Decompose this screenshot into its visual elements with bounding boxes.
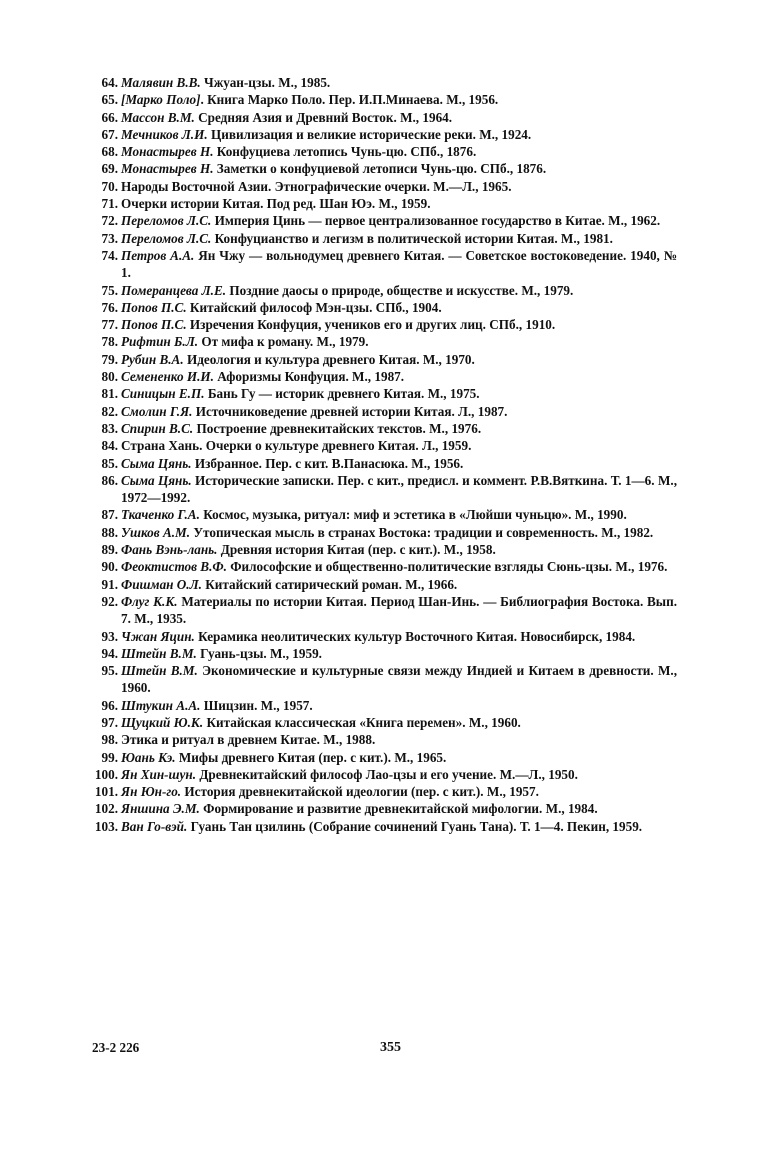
entry-author: Ткаченко Г.А. bbox=[121, 507, 200, 523]
entry-body bbox=[121, 507, 627, 522]
entry-number: 93. bbox=[101, 628, 118, 644]
entry-number: 89. bbox=[101, 542, 118, 558]
entry-text: Исторические записки. Пер. с кит., предисл. и коммент. Р.В.Вяткина. Т. 1—6. М., 1972—1992. bbox=[121, 472, 677, 506]
entry-text: Заметки о конфуциевой летописи Чунь-цю. СПб., 1876. bbox=[213, 161, 547, 177]
entry-body bbox=[121, 213, 660, 228]
entry-author: Штейн В.М. bbox=[121, 645, 197, 661]
entry-author: Попов П.С. bbox=[121, 299, 187, 315]
entry-number: 81. bbox=[101, 386, 118, 402]
bibliography-entry bbox=[92, 437, 677, 454]
entry-number: 88. bbox=[101, 524, 118, 540]
printer-signature: 23-2 226 bbox=[92, 1040, 140, 1055]
entry-text: Народы Восточной Азии. Этнографические очерки. М.—Л., 1965. bbox=[121, 178, 512, 194]
entry-number: 92. bbox=[101, 593, 118, 609]
entry-number: 85. bbox=[101, 455, 118, 471]
entry-number: 84. bbox=[101, 438, 118, 454]
bibliography-entry bbox=[92, 472, 677, 507]
entry-number: 74. bbox=[101, 247, 118, 263]
entry-body bbox=[121, 161, 546, 176]
entry-author: Монастырев Н. bbox=[121, 161, 214, 177]
entry-text: Формирование и развитие древнекитайской мифологии. М., 1984. bbox=[199, 801, 598, 817]
entry-text: Ян Чжу — вольнодумец древнего Китая. — Советское востоковедение. 1940, № 1. bbox=[121, 247, 677, 281]
entry-number: 95. bbox=[101, 663, 118, 679]
entry-text: Гуань-цзы. М., 1959. bbox=[196, 645, 322, 661]
entry-number: 76. bbox=[101, 299, 118, 315]
bibliography-entry bbox=[92, 714, 677, 731]
entry-author: Чжан Яцин. bbox=[121, 628, 195, 644]
entry-author: Малявин В.В. bbox=[121, 75, 201, 90]
bibliography-entry bbox=[92, 316, 677, 333]
bibliography-entry bbox=[92, 593, 677, 628]
entry-number: 66. bbox=[101, 109, 118, 125]
entry-body bbox=[121, 784, 539, 799]
entry-text: Экономические и культурные связи между Индией и Китаем в древности. М., 1960. bbox=[121, 663, 677, 696]
entry-body bbox=[121, 456, 463, 471]
entry-number: 65. bbox=[101, 92, 118, 108]
entry-body bbox=[121, 559, 667, 574]
entry-body bbox=[121, 698, 313, 713]
entry-text: Конфуциева летопись Чунь-цю. СПб., 1876. bbox=[213, 144, 477, 160]
entry-author: Смолин Г.Я. bbox=[121, 403, 193, 419]
entry-author: Спирин В.С. bbox=[121, 420, 194, 436]
bibliography-entry bbox=[92, 178, 677, 195]
bibliography-entry bbox=[92, 645, 677, 662]
entry-author: Юань Кэ. bbox=[121, 749, 176, 765]
entry-text: Чжуан-цзы. М., 1985. bbox=[200, 75, 331, 90]
bibliography-entry bbox=[92, 455, 677, 472]
entry-text: Древняя история Китая (пер. с кит.). М., 1958. bbox=[217, 542, 496, 558]
entry-body bbox=[121, 472, 677, 507]
entry-number: 98. bbox=[101, 732, 118, 748]
entry-text: Изречения Конфуция, учеников его и других лиц. СПб., 1910. bbox=[186, 317, 556, 333]
bibliography-entry bbox=[92, 212, 677, 229]
entry-text: Этика и ритуал в древнем Китае. М., 1988. bbox=[121, 732, 376, 748]
bibliography-entry bbox=[92, 731, 677, 748]
entry-text: Мифы древнего Китая (пер. с кит.). М., 1965. bbox=[175, 749, 447, 765]
entry-author: Ван Го-вэй. bbox=[121, 818, 188, 834]
bibliography-entry bbox=[92, 662, 677, 697]
entry-author: Переломов Л.С. bbox=[121, 230, 212, 246]
entry-body bbox=[121, 283, 573, 298]
entry-author: Феоктистов В.Ф. bbox=[121, 559, 227, 575]
bibliography-entry bbox=[92, 333, 677, 350]
bibliography-entry bbox=[92, 351, 677, 368]
entry-text: Философские и общественно-политические взгляды Сюнь-цзы. М., 1976. bbox=[226, 559, 668, 575]
bibliography-entry bbox=[92, 195, 677, 212]
entry-author: Массон В.М. bbox=[121, 109, 195, 125]
entry-text: Афоризмы Конфуция. М., 1987. bbox=[213, 369, 405, 385]
entry-body bbox=[121, 750, 446, 765]
entry-text: . Книга Марко Поло. Пер. И.П.Минаева. М., 1956. bbox=[200, 92, 499, 108]
entry-text: Китайский сатирический роман. М., 1966. bbox=[201, 576, 458, 592]
entry-body bbox=[121, 386, 480, 401]
entry-author: Переломов Л.С. bbox=[121, 213, 212, 229]
entry-text: Гуань Тан цзилинь (Собрание сочинений Гуань Тана). Т. 1—4. Пекин, 1959. bbox=[187, 818, 643, 834]
entry-author: Штейн В.М. bbox=[121, 663, 198, 679]
bibliography-entry bbox=[92, 160, 677, 177]
entry-author: Семененко И.И. bbox=[121, 369, 214, 385]
entry-number: 69. bbox=[101, 161, 118, 177]
entry-body bbox=[121, 196, 431, 211]
entry-number: 67. bbox=[101, 126, 118, 142]
entry-author: Штукин А.А. bbox=[121, 697, 201, 713]
entry-text: Очерки истории Китая. Под ред. Шан Юэ. М., 1959. bbox=[121, 196, 431, 212]
entry-text: Шицзин. М., 1957. bbox=[200, 697, 313, 713]
bibliography-entry bbox=[92, 558, 677, 575]
entry-body bbox=[121, 801, 598, 816]
entry-text: Конфуцианство и легизм в политической истории Китая. М., 1981. bbox=[211, 230, 613, 246]
entry-text: Средняя Азия и Древний Восток. М., 1964. bbox=[194, 109, 453, 125]
entry-number: 101. bbox=[94, 784, 118, 800]
entry-body bbox=[121, 179, 512, 194]
entry-text: Китайский философ Мэн-цзы. СПб., 1904. bbox=[186, 299, 442, 315]
bibliography-entry bbox=[92, 126, 677, 143]
entry-number: 72. bbox=[101, 213, 118, 229]
entry-author: Яншина Э.М. bbox=[121, 801, 200, 817]
entry-number: 71. bbox=[101, 196, 118, 212]
entry-text: История древнекитайской идеологии (пер. с кит.). М., 1957. bbox=[181, 784, 539, 800]
bibliography-entry bbox=[92, 628, 677, 645]
entry-body bbox=[121, 369, 404, 384]
entry-number: 97. bbox=[101, 714, 118, 730]
entry-number: 79. bbox=[101, 351, 118, 367]
entry-text: Китайская классическая «Книга перемен». М., 1960. bbox=[203, 714, 521, 730]
entry-author: Сыма Цянь. bbox=[121, 455, 192, 471]
bibliography-entry bbox=[92, 282, 677, 299]
bibliography-entry bbox=[92, 800, 677, 817]
entry-number: 78. bbox=[101, 334, 118, 350]
entry-number: 68. bbox=[101, 144, 118, 160]
entry-number: 102. bbox=[94, 801, 118, 817]
entry-body bbox=[121, 629, 635, 644]
entry-author: Попов П.С. bbox=[121, 317, 187, 333]
bibliography-entry bbox=[92, 368, 677, 385]
entry-body bbox=[121, 732, 375, 747]
entry-number: 91. bbox=[101, 576, 118, 592]
entry-author: Ян Хин-шун. bbox=[121, 766, 197, 782]
entry-author: [Марко Поло] bbox=[121, 92, 201, 108]
bibliography-entry bbox=[92, 420, 677, 437]
entry-number: 70. bbox=[101, 178, 118, 194]
entry-body bbox=[121, 404, 507, 419]
entry-body bbox=[121, 542, 496, 557]
entry-text: Древнекитайский философ Лао-цзы и его учение. М.—Л., 1950. bbox=[196, 766, 578, 782]
entry-author: Синицын Е.П. bbox=[121, 386, 205, 402]
bibliography-entry bbox=[92, 541, 677, 558]
entry-author: Петров А.А. bbox=[121, 247, 195, 263]
entry-body bbox=[121, 75, 330, 90]
entry-text: Утопическая мысль в странах Востока: традиции и современность. М., 1982. bbox=[190, 524, 654, 540]
entry-text: Империя Цинь — первое централизованное государство в Китае. М., 1962. bbox=[211, 213, 661, 229]
entry-text: Цивилизация и великие исторические реки. М., 1924. bbox=[207, 126, 532, 142]
entry-number: 75. bbox=[101, 282, 118, 298]
entry-body bbox=[121, 352, 475, 367]
entry-number: 83. bbox=[101, 420, 118, 436]
bibliography-entry bbox=[92, 91, 677, 108]
entry-number: 77. bbox=[101, 317, 118, 333]
entry-body bbox=[121, 247, 677, 282]
entry-body bbox=[121, 438, 471, 453]
entry-body bbox=[121, 421, 481, 436]
entry-text: Избранное. Пер. с кит. В.Панасюка. М., 1956. bbox=[191, 455, 464, 471]
entry-body bbox=[121, 300, 442, 315]
entry-body bbox=[121, 767, 578, 782]
bibliography-entry bbox=[92, 109, 677, 126]
entry-body bbox=[121, 317, 555, 332]
entry-author: Сыма Цянь. bbox=[121, 472, 192, 488]
entry-body bbox=[121, 715, 521, 730]
entry-body bbox=[121, 231, 613, 246]
bibliography-entry bbox=[92, 143, 677, 160]
page-number: 355 bbox=[380, 1040, 401, 1055]
entry-text: Источниковедение древней истории Китая. Л., 1987. bbox=[192, 403, 508, 419]
bibliography-entry bbox=[92, 299, 677, 316]
bibliography-entry bbox=[92, 247, 677, 282]
bibliography-entry bbox=[92, 818, 677, 835]
bibliography-entry bbox=[92, 385, 677, 402]
entry-body bbox=[121, 646, 322, 661]
bibliography-entry bbox=[92, 766, 677, 783]
entry-body bbox=[121, 662, 677, 697]
entry-text: Материалы по истории Китая. Период Шан-Инь. — Библиография Востока. Вып. 7. М., 1935. bbox=[121, 593, 677, 627]
entry-text: Страна Хань. Очерки о культуре древнего Китая. Л., 1959. bbox=[121, 438, 472, 454]
entry-body bbox=[121, 144, 476, 159]
entry-author: Фишман О.Л. bbox=[121, 576, 202, 592]
entry-author: Мечников Л.И. bbox=[121, 126, 208, 142]
entry-text: От мифа к роману. М., 1979. bbox=[198, 334, 369, 350]
entry-number: 96. bbox=[101, 697, 118, 713]
entry-body bbox=[121, 819, 642, 834]
bibliography-entry bbox=[92, 697, 677, 714]
entry-author: Ушков А.М. bbox=[121, 524, 191, 540]
entry-number: 64. bbox=[101, 75, 118, 90]
bibliography-entry bbox=[92, 749, 677, 766]
bibliography-entry bbox=[92, 403, 677, 420]
bibliography-entry bbox=[92, 524, 677, 541]
entry-body bbox=[121, 525, 653, 540]
entry-number: 90. bbox=[101, 559, 118, 575]
entry-author: Флуг К.К. bbox=[121, 593, 178, 609]
entry-number: 73. bbox=[101, 230, 118, 246]
entry-body bbox=[121, 127, 531, 142]
bibliography-entry bbox=[92, 783, 677, 800]
entry-author: Фань Вэнь-лань. bbox=[121, 542, 218, 558]
entry-author: Рубин В.А. bbox=[121, 351, 184, 367]
entry-body bbox=[121, 334, 369, 349]
entry-text: Керамика неолитических культур Восточного Китая. Новосибирск, 1984. bbox=[194, 628, 636, 644]
entry-number: 80. bbox=[101, 369, 118, 385]
entry-body bbox=[121, 593, 677, 628]
entry-number: 103. bbox=[94, 818, 118, 834]
entry-text: Космос, музыка, ритуал: миф и эстетика в «Люйши чуньцю». М., 1990. bbox=[199, 507, 627, 523]
bibliography-entry bbox=[92, 506, 677, 523]
entry-text: Идеология и культура древнего Китая. М., 1970. bbox=[183, 351, 475, 367]
entry-body bbox=[121, 92, 498, 107]
bibliography-entry bbox=[92, 576, 677, 593]
entry-author: Померанцева Л.Е. bbox=[121, 282, 227, 298]
entry-author: Монастырев Н. bbox=[121, 144, 214, 160]
bibliography-list bbox=[92, 74, 677, 835]
entry-number: 100. bbox=[94, 766, 118, 782]
entry-text: Поздние даосы о природе, обществе и искусстве. М., 1979. bbox=[226, 282, 574, 298]
entry-body bbox=[121, 110, 452, 125]
entry-author: Щуцкий Ю.К. bbox=[121, 714, 204, 730]
entry-body bbox=[121, 577, 457, 592]
bibliography-entry bbox=[92, 74, 677, 91]
entry-number: 94. bbox=[101, 645, 118, 661]
entry-text: Бань Гу — историк древнего Китая. М., 1975. bbox=[204, 386, 480, 402]
entry-number: 87. bbox=[101, 507, 118, 523]
entry-author: Ян Юн-го. bbox=[121, 784, 182, 800]
entry-author: Рифтин Б.Л. bbox=[121, 334, 199, 350]
entry-number: 99. bbox=[101, 749, 118, 765]
entry-text: Построение древнекитайских текстов. М., 1976. bbox=[193, 420, 482, 436]
entry-number: 86. bbox=[101, 472, 118, 488]
bibliography-entry bbox=[92, 230, 677, 247]
entry-number: 82. bbox=[101, 403, 118, 419]
